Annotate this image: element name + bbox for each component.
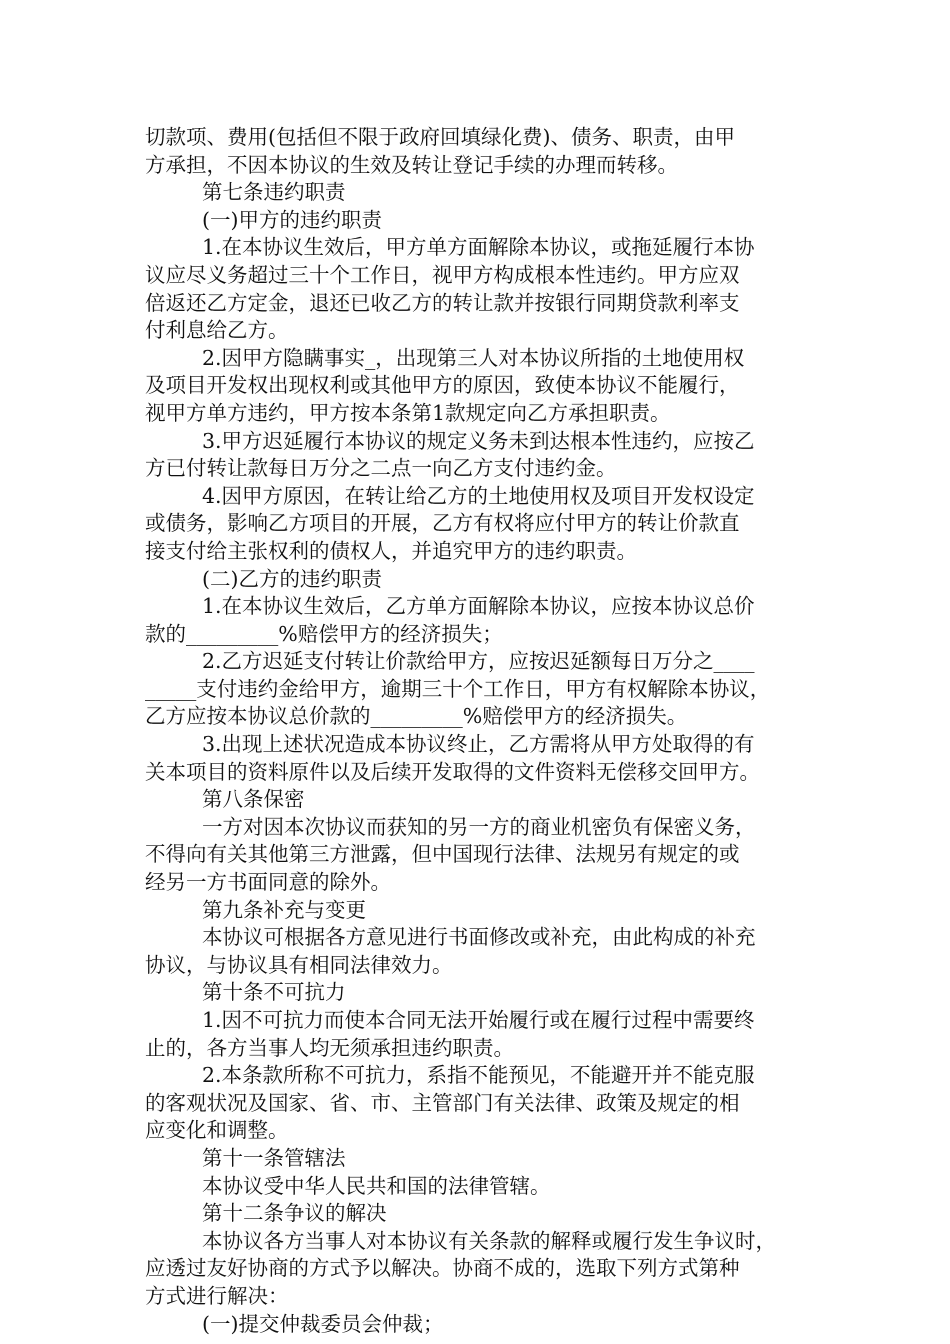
text-line: 3.甲方迟延履行本协议的规定义务未到达根本性违约，应按乙 — [202, 428, 755, 453]
text-line: 3.出现上述状况造成本协议终止，乙方需将从甲方处取得的有 — [202, 732, 755, 757]
text-line: 倍返还乙方定金，退还已收乙方的转让款并按银行同期贷款利率支 — [145, 290, 740, 315]
text-line: 方承担，不因本协议的生效及转让登记手续的办理而转移。 — [145, 152, 678, 177]
text-line: 2.乙方迟延支付转让价款给甲方，应按迟延额每日万分之____ — [202, 649, 755, 674]
text-line: 视甲方单方违约，甲方按本条第1款规定向乙方承担职责。 — [145, 400, 671, 425]
text-line: 应变化和调整。 — [145, 1118, 289, 1143]
text-line: _____支付违约金给甲方，逾期三十个工作日，甲方有权解除本协议， — [145, 676, 771, 701]
text-line: 第十条不可抗力 — [202, 980, 346, 1005]
text-line: 1.因不可抗力而使本合同无法开始履行或在履行过程中需要终 — [202, 1008, 755, 1032]
text-line: (二)乙方的违约职责 — [202, 566, 382, 591]
text-line: 协议，与协议具有相同法律效力。 — [145, 952, 453, 977]
text-line: 止的，各方当事人均无须承担违约职责。 — [145, 1035, 514, 1060]
text-line: 第八条保密 — [202, 787, 305, 812]
text-line: 接支付给主张权利的债权人，并追究甲方的违约职责。 — [145, 538, 637, 563]
text-line: 款的_________%赔偿甲方的经济损失； — [145, 621, 503, 646]
text-line: 本协议各方当事人对本协议有关条款的解释或履行发生争议时， — [202, 1228, 776, 1253]
text-line: 1.在本协议生效后，甲方单方面解除本协议，或拖延履行本协 — [202, 235, 755, 260]
text-line: (一)甲方的违约职责 — [202, 207, 382, 232]
text-line: 4.因甲方原因，在转让给乙方的土地使用权及项目开发权设定 — [202, 483, 755, 508]
text-line: 方式进行解决： — [145, 1283, 289, 1308]
text-line: 付利息给乙方。 — [145, 318, 289, 343]
text-line: 方已付转让款每日万分之二点一向乙方支付违约金。 — [145, 456, 617, 481]
text-line: 切款项、费用(包括但不限于政府回填绿化费)、债务、职责，由甲 — [145, 125, 735, 149]
text-line: 第七条违约职责 — [202, 180, 346, 205]
text-line: 不得向有关其他第三方泄露，但中国现行法律、法规另有规定的或 — [145, 842, 740, 867]
text-line: 及项目开发权出现权利或其他甲方的原因，致使本协议不能履行， — [145, 373, 740, 398]
text-line: (一)提交仲裁委员会仲裁； — [202, 1311, 444, 1336]
text-line: 乙方应按本协议总价款的_________%赔偿甲方的经济损失。 — [145, 704, 688, 729]
text-line: 关本项目的资料原件以及后续开发取得的文件资料无偿移交回甲方。 — [145, 759, 760, 784]
text-line: 2.本条款所称不可抗力，系指不能预见，不能避开并不能克服 — [202, 1063, 755, 1088]
text-line: 2.因甲方隐瞒事实_，出现第三人对本协议所指的土地使用权 — [202, 345, 745, 370]
text-line: 本协议受中华人民共和国的法律管辖。 — [202, 1173, 551, 1198]
text-line: 第十一条管辖法 — [202, 1145, 346, 1170]
text-line: 第十二条争议的解决 — [202, 1201, 387, 1226]
text-line: 或债务，影响乙方项目的开展，乙方有权将应付甲方的转让价款直 — [145, 511, 740, 536]
text-line: 一方对因本次协议而获知的另一方的商业机密负有保密义务， — [202, 814, 756, 839]
text-line: 应透过友好协商的方式予以解决。协商不成的，选取下列方式第种 — [145, 1256, 740, 1281]
text-line: 议应尽义务超过三十个工作日，视甲方构成根本性违约。甲方应双 — [145, 262, 740, 287]
text-line: 1.在本协议生效后，乙方单方面解除本协议，应按本协议总价 — [202, 594, 755, 619]
text-line: 的客观状况及国家、省、市、主管部门有关法律、政策及规定的相 — [145, 1090, 740, 1115]
text-line: 经另一方书面同意的除外。 — [145, 870, 391, 895]
document-body — [145, 124, 815, 1338]
text-line: 第九条补充与变更 — [202, 897, 366, 922]
text-line: 本协议可根据各方意见进行书面修改或补充，由此构成的补充 — [202, 925, 756, 950]
